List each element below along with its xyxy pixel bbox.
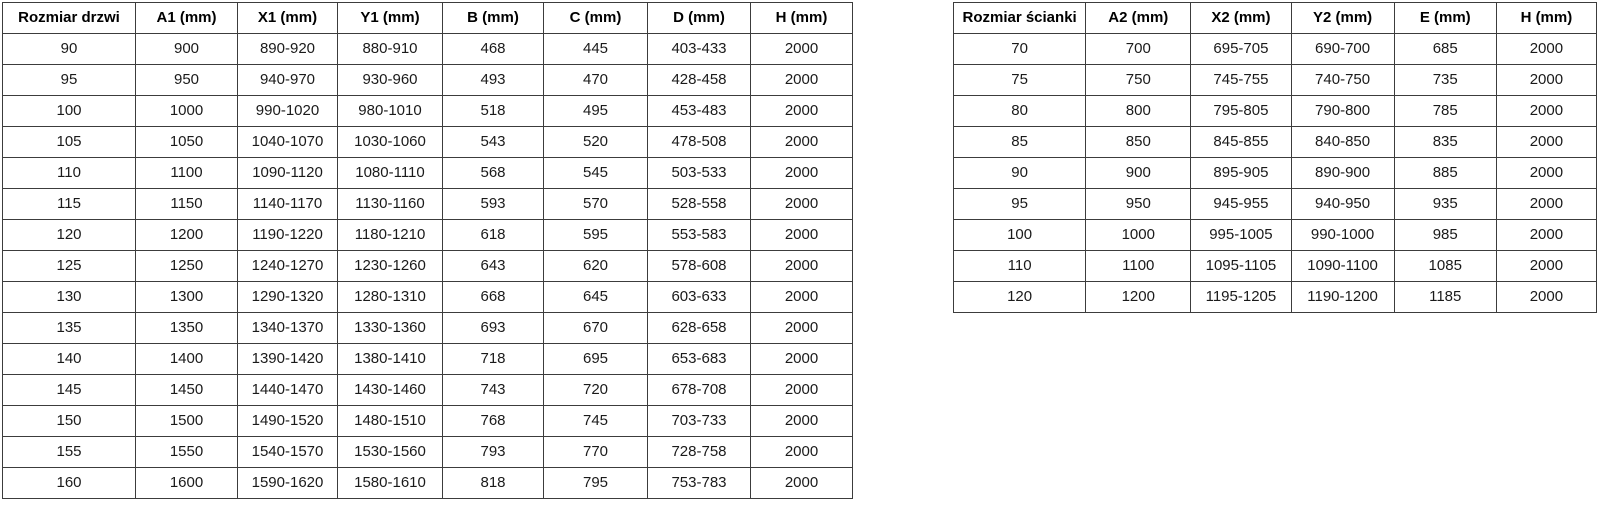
table-row <box>954 282 1597 313</box>
table-cell: 1200 <box>136 220 238 251</box>
table-cell: 718 <box>443 344 544 375</box>
table-cell: 100 <box>954 220 1086 251</box>
column-header: C (mm) <box>544 3 648 34</box>
table-cell: 1000 <box>136 96 238 127</box>
table-cell: 155 <box>3 437 136 468</box>
table-cell: 2000 <box>751 127 853 158</box>
table-cell: 1250 <box>136 251 238 282</box>
table-cell: 70 <box>954 34 1086 65</box>
table-cell: 2000 <box>1496 158 1596 189</box>
table-cell: 980-1010 <box>338 96 443 127</box>
table-cell: 2000 <box>1496 127 1596 158</box>
table-row <box>954 65 1597 96</box>
table-cell: 885 <box>1394 158 1496 189</box>
table-cell: 1280-1310 <box>338 282 443 313</box>
table-cell: 1190-1220 <box>238 220 338 251</box>
table-cell: 160 <box>3 468 136 499</box>
table-row <box>954 158 1597 189</box>
table-cell: 1600 <box>136 468 238 499</box>
table-cell: 1490-1520 <box>238 406 338 437</box>
table-cell: 940-970 <box>238 65 338 96</box>
table-cell: 945-955 <box>1191 189 1291 220</box>
table-cell: 568 <box>443 158 544 189</box>
table-cell: 745 <box>544 406 648 437</box>
table-cell: 835 <box>1394 127 1496 158</box>
table-cell: 2000 <box>751 96 853 127</box>
table-cell: 528-558 <box>648 189 751 220</box>
header-row <box>3 3 853 34</box>
table-row <box>3 220 853 251</box>
table-cell: 1290-1320 <box>238 282 338 313</box>
table-cell: 735 <box>1394 65 1496 96</box>
table-cell: 603-633 <box>648 282 751 313</box>
table-row <box>954 34 1597 65</box>
table-cell: 2000 <box>1496 282 1596 313</box>
table-cell: 1300 <box>136 282 238 313</box>
table-cell: 1100 <box>1086 251 1191 282</box>
table-cell: 1185 <box>1394 282 1496 313</box>
column-header: X1 (mm) <box>238 3 338 34</box>
table-cell: 995-1005 <box>1191 220 1291 251</box>
table-cell: 2000 <box>751 65 853 96</box>
table-row <box>954 96 1597 127</box>
table-row <box>3 468 853 499</box>
column-header: H (mm) <box>751 3 853 34</box>
table-cell: 840-850 <box>1291 127 1394 158</box>
table-row <box>3 158 853 189</box>
table-row <box>3 189 853 220</box>
table-cell: 1550 <box>136 437 238 468</box>
table-cell: 645 <box>544 282 648 313</box>
table-cell: 1190-1200 <box>1291 282 1394 313</box>
table-cell: 493 <box>443 65 544 96</box>
table-row <box>954 220 1597 251</box>
table-row <box>3 406 853 437</box>
table-cell: 130 <box>3 282 136 313</box>
table-row <box>3 34 853 65</box>
table-cell: 850 <box>1086 127 1191 158</box>
table-cell: 1080-1110 <box>338 158 443 189</box>
table-cell: 900 <box>1086 158 1191 189</box>
table-cell: 670 <box>544 313 648 344</box>
table-cell: 753-783 <box>648 468 751 499</box>
table-cell: 1330-1360 <box>338 313 443 344</box>
table-cell: 1440-1470 <box>238 375 338 406</box>
table-cell: 85 <box>954 127 1086 158</box>
table-cell: 728-758 <box>648 437 751 468</box>
table-cell: 495 <box>544 96 648 127</box>
table-cell: 1150 <box>136 189 238 220</box>
table-cell: 110 <box>3 158 136 189</box>
table-cell: 545 <box>544 158 648 189</box>
table-cell: 900 <box>136 34 238 65</box>
table-cell: 745-755 <box>1191 65 1291 96</box>
table-cell: 1400 <box>136 344 238 375</box>
table-cell: 90 <box>3 34 136 65</box>
table-cell: 1090-1100 <box>1291 251 1394 282</box>
table-cell: 1180-1210 <box>338 220 443 251</box>
table-cell: 428-458 <box>648 65 751 96</box>
table-cell: 1085 <box>1394 251 1496 282</box>
table-row <box>3 251 853 282</box>
table-cell: 125 <box>3 251 136 282</box>
table-cell: 1000 <box>1086 220 1191 251</box>
table-row <box>3 127 853 158</box>
table-cell: 2000 <box>751 282 853 313</box>
table-cell: 880-910 <box>338 34 443 65</box>
table-cell: 80 <box>954 96 1086 127</box>
column-header: Y1 (mm) <box>338 3 443 34</box>
table-cell: 628-658 <box>648 313 751 344</box>
table-cell: 793 <box>443 437 544 468</box>
table-cell: 1040-1070 <box>238 127 338 158</box>
table-cell: 620 <box>544 251 648 282</box>
table-row <box>954 189 1597 220</box>
table-cell: 470 <box>544 65 648 96</box>
table-cell: 2000 <box>751 344 853 375</box>
table-cell: 2000 <box>1496 65 1596 96</box>
table-cell: 720 <box>544 375 648 406</box>
table-cell: 2000 <box>751 220 853 251</box>
column-header: H (mm) <box>1496 3 1596 34</box>
column-header: D (mm) <box>648 3 751 34</box>
table-cell: 1590-1620 <box>238 468 338 499</box>
table-cell: 693 <box>443 313 544 344</box>
table-cell: 890-920 <box>238 34 338 65</box>
table-cell: 578-608 <box>648 251 751 282</box>
table-cell: 818 <box>443 468 544 499</box>
table-cell: 503-533 <box>648 158 751 189</box>
table-cell: 403-433 <box>648 34 751 65</box>
table-cell: 2000 <box>751 158 853 189</box>
table-cell: 890-900 <box>1291 158 1394 189</box>
table-cell: 678-708 <box>648 375 751 406</box>
table-cell: 1480-1510 <box>338 406 443 437</box>
table-cell: 700 <box>1086 34 1191 65</box>
table-cell: 785 <box>1394 96 1496 127</box>
table-cell: 795-805 <box>1191 96 1291 127</box>
table-cell: 110 <box>954 251 1086 282</box>
table-cell: 2000 <box>1496 34 1596 65</box>
door-size-table <box>2 2 853 499</box>
table-cell: 695 <box>544 344 648 375</box>
table-cell: 135 <box>3 313 136 344</box>
table-cell: 653-683 <box>648 344 751 375</box>
column-header: Y2 (mm) <box>1291 3 1394 34</box>
table-cell: 930-960 <box>338 65 443 96</box>
column-header: Rozmiar ścianki <box>954 3 1086 34</box>
table-row <box>3 437 853 468</box>
table-cell: 2000 <box>1496 251 1596 282</box>
table-row <box>3 313 853 344</box>
table-cell: 2000 <box>1496 189 1596 220</box>
table-cell: 1050 <box>136 127 238 158</box>
table-cell: 740-750 <box>1291 65 1394 96</box>
table-cell: 1100 <box>136 158 238 189</box>
table-cell: 1200 <box>1086 282 1191 313</box>
table-cell: 1340-1370 <box>238 313 338 344</box>
table-cell: 593 <box>443 189 544 220</box>
table-cell: 985 <box>1394 220 1496 251</box>
table-cell: 445 <box>544 34 648 65</box>
table-row <box>3 344 853 375</box>
table-cell: 95 <box>3 65 136 96</box>
table-cell: 1540-1570 <box>238 437 338 468</box>
table-cell: 595 <box>544 220 648 251</box>
table-row <box>954 127 1597 158</box>
table-cell: 1450 <box>136 375 238 406</box>
table-cell: 520 <box>544 127 648 158</box>
table-cell: 695-705 <box>1191 34 1291 65</box>
table-cell: 703-733 <box>648 406 751 437</box>
table-row <box>954 251 1597 282</box>
table-cell: 2000 <box>751 313 853 344</box>
table-cell: 140 <box>3 344 136 375</box>
table-cell: 770 <box>544 437 648 468</box>
table-cell: 750 <box>1086 65 1191 96</box>
header-row <box>954 3 1597 34</box>
column-header: X2 (mm) <box>1191 3 1291 34</box>
table-cell: 2000 <box>751 375 853 406</box>
table-row <box>3 282 853 313</box>
table-cell: 468 <box>443 34 544 65</box>
table-cell: 990-1020 <box>238 96 338 127</box>
table-cell: 895-905 <box>1191 158 1291 189</box>
table-cell: 553-583 <box>648 220 751 251</box>
table-cell: 120 <box>954 282 1086 313</box>
table-cell: 453-483 <box>648 96 751 127</box>
table-cell: 2000 <box>751 34 853 65</box>
table-row <box>3 96 853 127</box>
table-cell: 1195-1205 <box>1191 282 1291 313</box>
table-cell: 478-508 <box>648 127 751 158</box>
table-row <box>3 65 853 96</box>
column-header: Rozmiar drzwi <box>3 3 136 34</box>
table-cell: 950 <box>1086 189 1191 220</box>
table-cell: 1430-1460 <box>338 375 443 406</box>
table-cell: 75 <box>954 65 1086 96</box>
table-row <box>3 375 853 406</box>
table-cell: 845-855 <box>1191 127 1291 158</box>
table-cell: 2000 <box>1496 220 1596 251</box>
wall-size-table <box>953 2 1597 313</box>
column-header: E (mm) <box>1394 3 1496 34</box>
table-cell: 643 <box>443 251 544 282</box>
table-cell: 1090-1120 <box>238 158 338 189</box>
table-cell: 800 <box>1086 96 1191 127</box>
table-cell: 1030-1060 <box>338 127 443 158</box>
table-cell: 1230-1260 <box>338 251 443 282</box>
table-cell: 790-800 <box>1291 96 1394 127</box>
table-cell: 990-1000 <box>1291 220 1394 251</box>
table-cell: 685 <box>1394 34 1496 65</box>
table-cell: 2000 <box>751 251 853 282</box>
table-cell: 2000 <box>751 437 853 468</box>
table-cell: 2000 <box>751 406 853 437</box>
table-cell: 1580-1610 <box>338 468 443 499</box>
table-cell: 145 <box>3 375 136 406</box>
table-cell: 1240-1270 <box>238 251 338 282</box>
table-cell: 1130-1160 <box>338 189 443 220</box>
column-header: A1 (mm) <box>136 3 238 34</box>
table-cell: 115 <box>3 189 136 220</box>
column-header: B (mm) <box>443 3 544 34</box>
table-cell: 795 <box>544 468 648 499</box>
table-cell: 2000 <box>751 468 853 499</box>
table-cell: 690-700 <box>1291 34 1394 65</box>
table-cell: 768 <box>443 406 544 437</box>
table-cell: 90 <box>954 158 1086 189</box>
table-cell: 570 <box>544 189 648 220</box>
table-cell: 940-950 <box>1291 189 1394 220</box>
table-cell: 1380-1410 <box>338 344 443 375</box>
table-cell: 2000 <box>751 189 853 220</box>
table-cell: 743 <box>443 375 544 406</box>
table-cell: 1350 <box>136 313 238 344</box>
table-cell: 150 <box>3 406 136 437</box>
table-cell: 543 <box>443 127 544 158</box>
table-cell: 668 <box>443 282 544 313</box>
table-cell: 1390-1420 <box>238 344 338 375</box>
table-cell: 105 <box>3 127 136 158</box>
table-cell: 518 <box>443 96 544 127</box>
table-cell: 2000 <box>1496 96 1596 127</box>
table-cell: 95 <box>954 189 1086 220</box>
table-cell: 618 <box>443 220 544 251</box>
column-header: A2 (mm) <box>1086 3 1191 34</box>
table-cell: 1140-1170 <box>238 189 338 220</box>
table-cell: 120 <box>3 220 136 251</box>
table-cell: 950 <box>136 65 238 96</box>
table-cell: 935 <box>1394 189 1496 220</box>
table-cell: 1095-1105 <box>1191 251 1291 282</box>
table-cell: 1500 <box>136 406 238 437</box>
table-cell: 1530-1560 <box>338 437 443 468</box>
table-cell: 100 <box>3 96 136 127</box>
